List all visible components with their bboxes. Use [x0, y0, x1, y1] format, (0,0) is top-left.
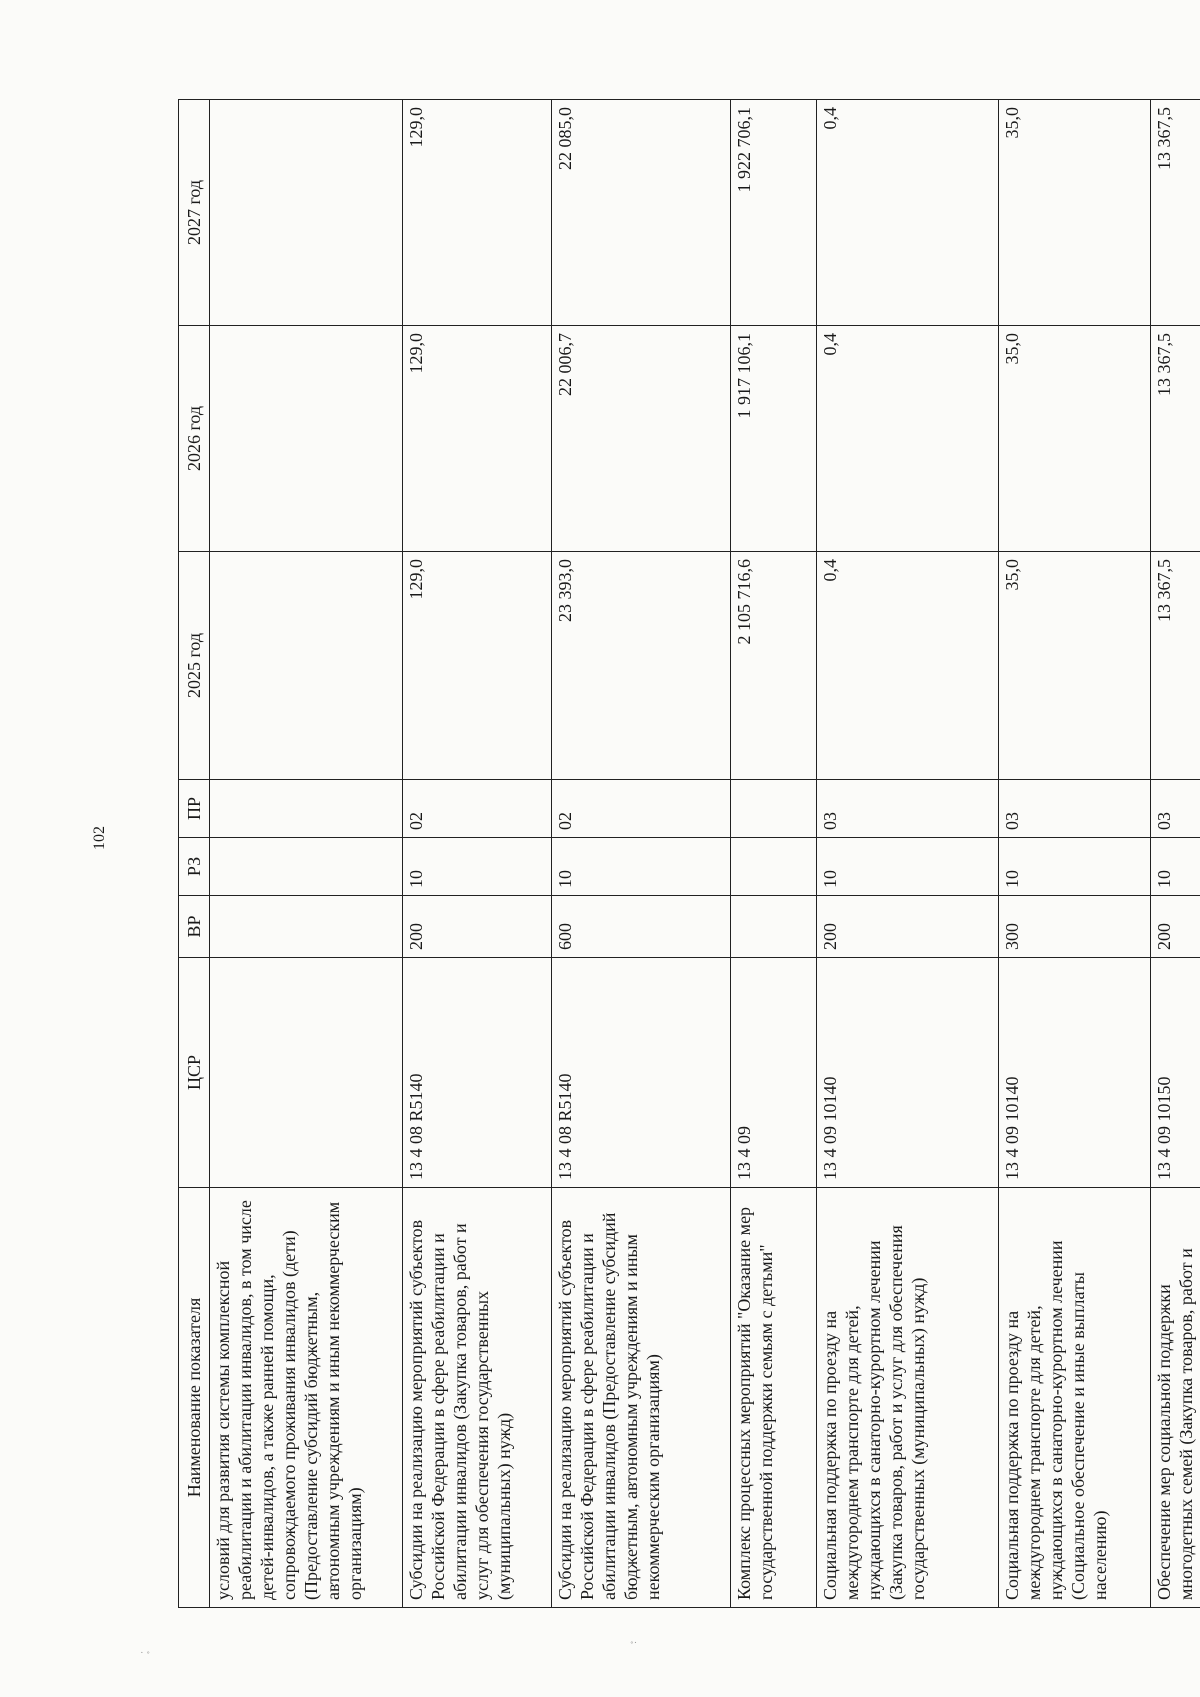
rz-cell — [210, 838, 403, 896]
row-name-cell: Обеспечение мер социальной поддержки многодетных семей (Закупка товаров, работ и — [1150, 1188, 1200, 1608]
header-rz: РЗ — [179, 838, 210, 896]
pr-cell: 02 — [402, 780, 552, 838]
csr-cell — [210, 958, 403, 1188]
row-name-cell: Субсидии на реализацию мероприятий субъектов Российской Федерации в сфере реабилитации и абилитации инвалидов (Предоставление субсидий бюджетным, автономным учреждениям и иным некоммерческим организациям) — [552, 1188, 731, 1608]
csr-cell: 13 4 09 10140 — [817, 958, 998, 1188]
rz-cell: 10 — [1150, 838, 1200, 896]
y2025-cell — [210, 552, 403, 780]
table-row — [1150, 100, 1200, 1608]
y2026-cell: 13 367,5 — [1150, 326, 1200, 552]
y2025-cell: 0,4 — [817, 552, 998, 780]
row-name-cell: Комплекс процессных мероприятий "Оказание мер государственной поддержки семьям с детьми" — [731, 1188, 817, 1608]
header-csr: ЦСР — [179, 958, 210, 1188]
row-name-cell: Социальная поддержка по проезду на междугороднем транспорте для детей, нуждающихся в санаторно-курортном лечении (Социальное обеспечение и иные выплаты населению) — [998, 1188, 1150, 1608]
y2027-cell: 22 085,0 — [552, 100, 731, 326]
row-name-cell: Субсидии на реализацию мероприятий субъектов Российской Федерации в сфере реабилитации и абилитации инвалидов (Закупка товаров, работ и услуг для обеспечения государственных (муниципальных) нужд) — [402, 1188, 552, 1608]
rz-cell: 10 — [817, 838, 998, 896]
y2027-cell: 1 922 706,1 — [731, 100, 817, 326]
table-row — [402, 100, 552, 1608]
y2026-cell: 35,0 — [998, 326, 1150, 552]
y2026-cell: 22 006,7 — [552, 326, 731, 552]
y2027-cell — [210, 100, 403, 326]
csr-cell: 13 4 09 — [731, 958, 817, 1188]
table-header-row — [179, 100, 210, 1608]
y2026-cell: 129,0 — [402, 326, 552, 552]
y2025-cell: 129,0 — [402, 552, 552, 780]
csr-cell: 13 4 09 10140 — [998, 958, 1150, 1188]
y2026-cell — [210, 326, 403, 552]
pr-cell: 03 — [998, 780, 1150, 838]
y2026-cell: 1 917 106,1 — [731, 326, 817, 552]
vr-cell — [731, 896, 817, 958]
y2025-cell: 23 393,0 — [552, 552, 731, 780]
row-name-cell: условий для развития системы комплексной реабилитации и абилитации инвалидов, в том числе детей-инвалидов, а также ранней помощи, сопровождаемого проживания инвалидов (дети) (Предоставление субсидий бюджетным, автономным учреждениям и иным некоммерческим организациям) — [210, 1188, 403, 1608]
rz-cell — [731, 838, 817, 896]
table-row — [552, 100, 731, 1608]
csr-cell: 13 4 08 R5140 — [552, 958, 731, 1188]
y2025-cell: 35,0 — [998, 552, 1150, 780]
vr-cell: 600 — [552, 896, 731, 958]
csr-cell: 13 4 09 10150 — [1150, 958, 1200, 1188]
table-row — [731, 100, 817, 1608]
y2027-cell: 129,0 — [402, 100, 552, 326]
rz-cell: 10 — [552, 838, 731, 896]
header-2025: 2025 год — [179, 552, 210, 780]
y2026-cell: 0,4 — [817, 326, 998, 552]
vr-cell: 200 — [402, 896, 552, 958]
vr-cell: 200 — [1150, 896, 1200, 958]
y2027-cell: 0,4 — [817, 100, 998, 326]
rz-cell: 10 — [402, 838, 552, 896]
budget-table-rotated — [178, 100, 1200, 1608]
y2025-cell: 2 105 716,6 — [731, 552, 817, 780]
header-pr: ПР — [179, 780, 210, 838]
table-body — [210, 100, 1200, 1608]
y2027-cell: 13 367,5 — [1150, 100, 1200, 326]
table-row — [998, 100, 1150, 1608]
pr-cell: 02 — [552, 780, 731, 838]
budget-table — [178, 99, 1200, 1608]
page-number: 102 — [91, 826, 108, 850]
pr-cell: 03 — [817, 780, 998, 838]
vr-cell — [210, 896, 403, 958]
pr-cell — [731, 780, 817, 838]
row-name-cell: Социальная поддержка по проезду на междугороднем транспорте для детей, нуждающихся в санаторно-курортном лечении (Закупка товаров, работ и услуг для обеспечения государственных (муниципальных) нужд) — [817, 1188, 998, 1608]
scan-mark: ˙ ˚ — [140, 1650, 151, 1662]
scan-mark: ˚˙ — [630, 1640, 638, 1652]
header-vr: ВР — [179, 896, 210, 958]
pr-cell: 03 — [1150, 780, 1200, 838]
csr-cell: 13 4 08 R5140 — [402, 958, 552, 1188]
y2027-cell: 35,0 — [998, 100, 1150, 326]
header-name: Наименование показателя — [179, 1188, 210, 1608]
y2025-cell: 13 367,5 — [1150, 552, 1200, 780]
header-2027: 2027 год — [179, 100, 210, 326]
rz-cell: 10 — [998, 838, 1150, 896]
vr-cell: 300 — [998, 896, 1150, 958]
vr-cell: 200 — [817, 896, 998, 958]
pr-cell — [210, 780, 403, 838]
header-2026: 2026 год — [179, 326, 210, 552]
table-row — [210, 100, 403, 1608]
table-row — [817, 100, 998, 1608]
